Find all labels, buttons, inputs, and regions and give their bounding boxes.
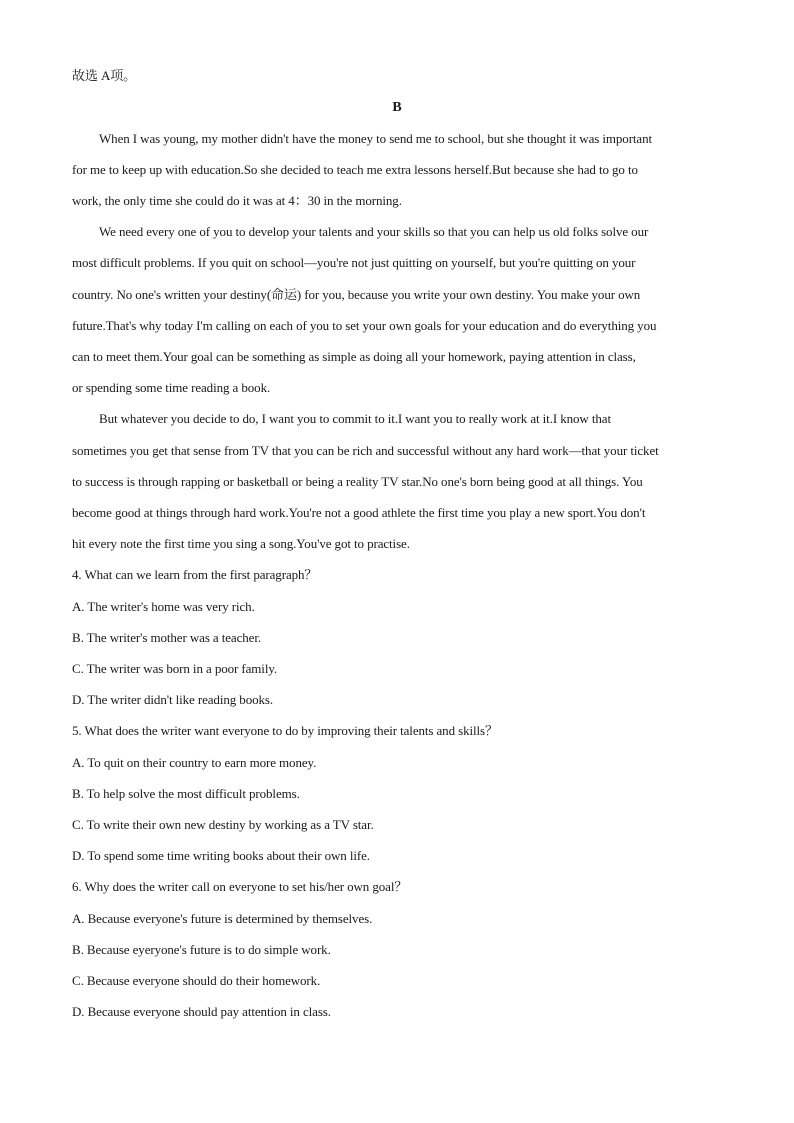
paragraph-2-line: can to meet them.Your goal can be something as simple as doing all your homework, paying attention in class, (72, 349, 636, 364)
paragraph-2-line: most difficult problems. If you quit on school—you're not just quitting on yourself, but you're quitting on your (72, 255, 636, 270)
paragraph-2-line: We need every one of you to develop your talents and your skills so that you can help us old folks solve our (99, 224, 649, 239)
question-5-option-b: B. To help solve the most difficult problems. (72, 786, 300, 801)
question-6-stem: 6. Why does the writer call on everyone to set his/her own goal？ (72, 879, 408, 894)
section-heading: B (392, 100, 402, 115)
question-4-option-b: B. The writer's mother was a teacher. (72, 630, 262, 645)
paragraph-1-line: When I was young, my mother didn't have the money to send me to school, but she thought it was important (99, 131, 653, 146)
paragraph-2-line: or spending some time reading a book. (72, 380, 271, 395)
question-6-option-c: C. Because everyone should do their homework. (72, 973, 321, 988)
question-6-option-b: B. Because eyeryone's future is to do simple work. (72, 942, 331, 957)
paragraph-1-line: work, the only time she could do it was at 4：30 in the morning. (72, 193, 402, 208)
question-4-option-c: C. The writer was born in a poor family. (72, 661, 278, 676)
question-4-option-d: D. The writer didn't like reading books. (72, 692, 274, 707)
paragraph-3-line: to success is through rapping or basketball or being a reality TV star.No one's born being good at all things. You (72, 474, 643, 489)
question-5-option-a: A. To quit on their country to earn more money. (72, 755, 317, 770)
question-5-option-d: D. To spend some time writing books about their own life. (72, 848, 370, 863)
question-4-stem: 4. What can we learn from the first paragraph？ (72, 567, 318, 582)
paragraph-3-line: sometimes you get that sense from TV that you can be rich and successful without any hard work—that your ticket (72, 443, 659, 458)
question-6-option-d: D. Because everyone should pay attention in class. (72, 1004, 331, 1019)
question-4-option-a: A. The writer's home was very rich. (72, 599, 255, 614)
answer-note: 故选 A项。 (72, 68, 137, 83)
paragraph-2-line: future.That's why today I'm calling on each of you to set your own goals for your education and do everything you (72, 318, 657, 333)
paragraph-2-line: country. No one's written your destiny(命运) for you, because you write your own destiny. You make your own (72, 287, 641, 302)
paragraph-3-line: become good at things through hard work.You're not a good athlete the first time you play a new sport.You don't (72, 505, 646, 520)
paragraph-3-line: hit every note the first time you sing a song.You've got to practise. (72, 536, 410, 551)
paragraph-1-line: for me to keep up with education.So she decided to teach me extra lessons herself.But because she had to go to (72, 162, 638, 177)
question-5-option-c: C. To write their own new destiny by working as a TV star. (72, 817, 374, 832)
question-5-stem: 5. What does the writer want everyone to do by improving their talents and skills？ (72, 723, 498, 738)
paragraph-3-line: But whatever you decide to do, I want you to commit to it.I want you to really work at it.I know that (99, 411, 611, 426)
question-6-option-a: A. Because everyone's future is determined by themselves. (72, 911, 373, 926)
